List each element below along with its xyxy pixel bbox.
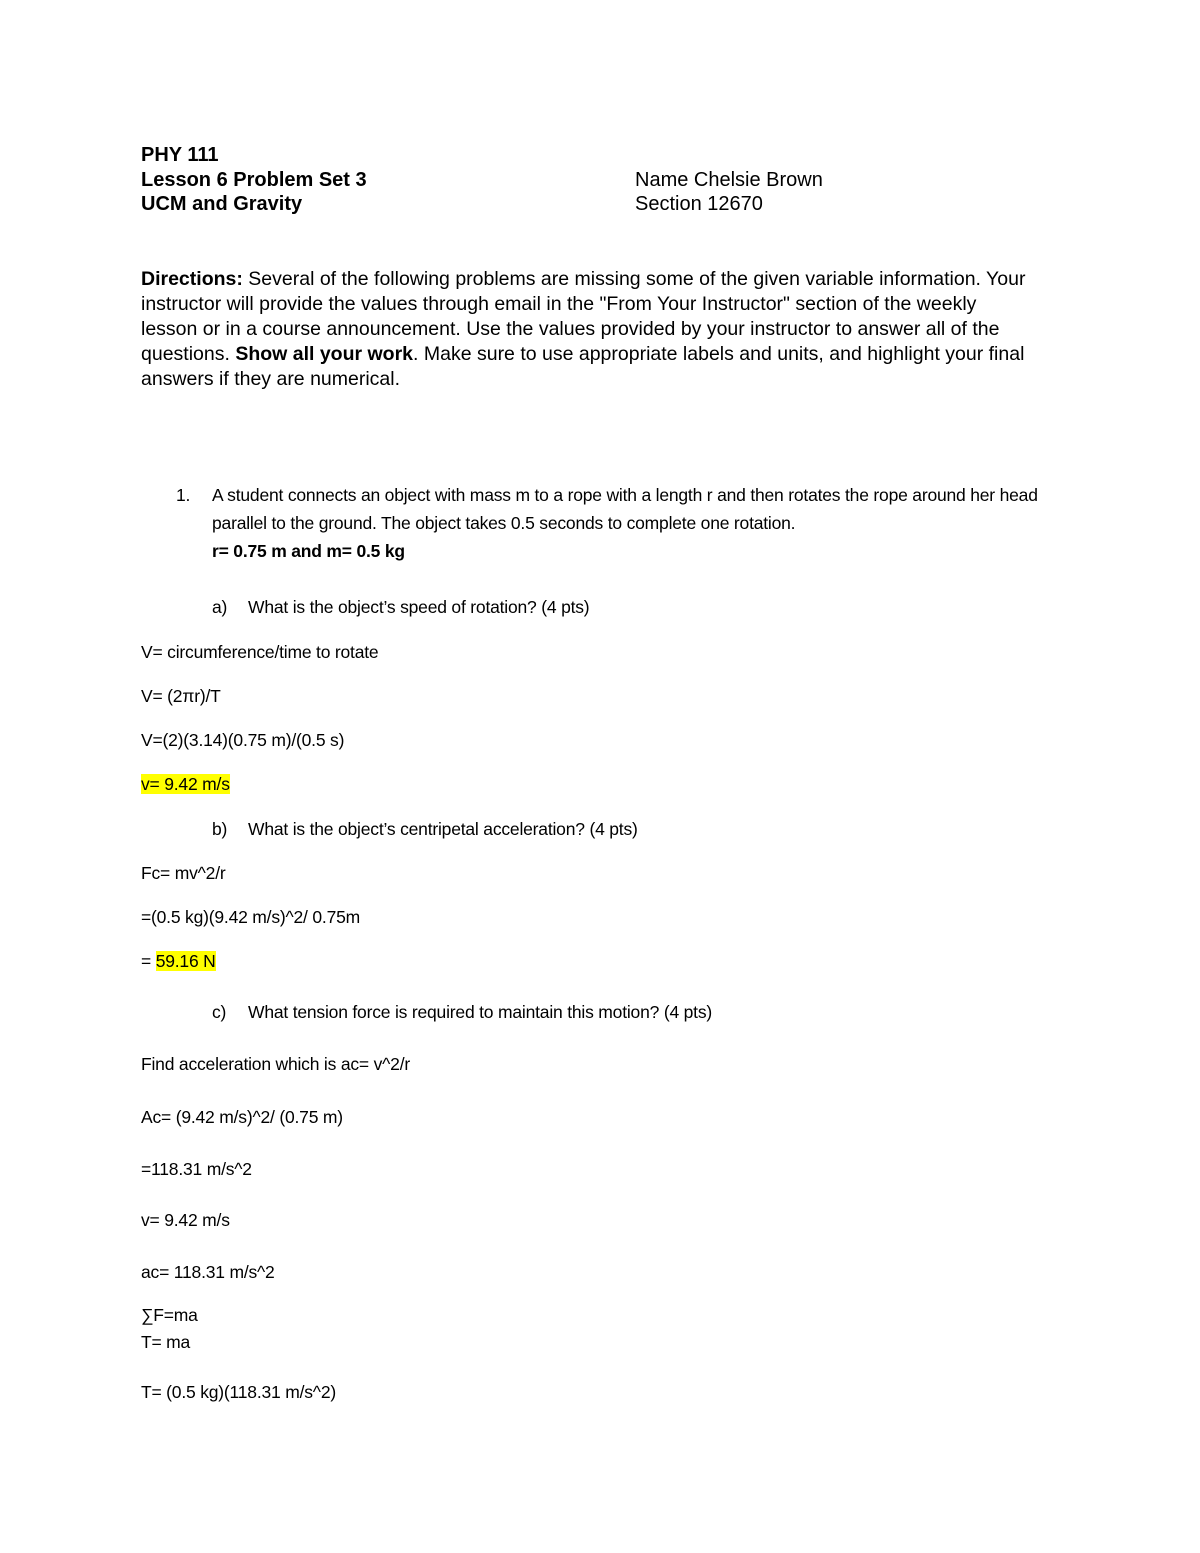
part-c-work-line: Find acceleration which is ac= v^2/r [141,1054,410,1074]
question-1-text [212,481,1072,565]
part-b-answer-prefix: = [141,951,156,971]
part-a-letter: a) [212,597,228,617]
part-c-work-line: =118.31 m/s^2 [141,1159,252,1179]
part-b-work-line: =(0.5 kg)(9.42 m/s)^2/ 0.75m [141,907,361,927]
student-name-line [635,168,823,192]
part-a-answer [141,773,230,795]
course-code: PHY 111 [141,144,219,166]
part-a-work-line: V= circumference/time to rotate [141,642,379,662]
part-b-prompt: What is the object’s centripetal acceleration? (4 pts) [248,819,638,839]
topic-title: UCM and Gravity [141,193,303,215]
question-number: 1. [176,485,191,505]
part-b-letter: b) [212,819,228,839]
part-a-work-line: V=(2)(3.14)(0.75 m)/(0.5 s) [141,730,345,750]
part-b-work-line: Fc= mv^2/r [141,863,226,883]
part-b-answer [141,950,216,972]
part-c-work-line: ∑F=ma [141,1305,198,1325]
section-label: Section [635,193,702,215]
part-a-answer-highlight: v= 9.42 m/s [141,774,230,794]
part-c-work-line: ac= 118.31 m/s^2 [141,1262,275,1282]
section-value: 12670 [707,193,763,215]
directions-emphasis: Show all your work [235,343,414,365]
directions-paragraph [141,267,1031,392]
question-1-givens: r= 0.75 m and m= 0.5 kg [212,541,405,561]
name-label: Name [635,169,689,191]
part-c-work-line: T= ma [141,1332,191,1352]
part-c-work-line: T= (0.5 kg)(118.31 m/s^2) [141,1382,336,1402]
part-c-letter: c) [212,1002,227,1022]
name-value: Chelsie Brown [693,169,823,191]
directions-label: Directions: [141,268,243,290]
part-a-prompt: What is the object’s speed of rotation? (4 pts) [248,597,590,617]
part-c-work-line: Ac= (9.42 m/s)^2/ (0.75 m) [141,1107,343,1127]
question-1-prompt: A student connects an object with mass m to a rope with a length r and then rotates the rope around her head parallel to the ground. The object takes 0.5 seconds to complete one rotation. [212,485,1038,533]
section-line [635,192,763,216]
directions-text-2: . Make sure to use appropriate labels and units, and highlight your final answers if they are numerical. [141,343,1025,390]
part-a-work-line: V= (2πr)/T [141,686,221,706]
part-c-prompt: What tension force is required to maintain this motion? (4 pts) [248,1002,713,1022]
part-c-work-line: v= 9.42 m/s [141,1210,230,1230]
lesson-title: Lesson 6 Problem Set 3 [141,169,367,191]
part-b-answer-highlight: 59.16 N [155,951,216,971]
directions-text-1: Several of the following problems are missing some of the given variable information. Your instructor will provide the values through email in the "From Your Instructor" section of the weekly lesson or in a course announcement. Use the values provided by your instructor to answer all of the questions. [141,268,1026,365]
